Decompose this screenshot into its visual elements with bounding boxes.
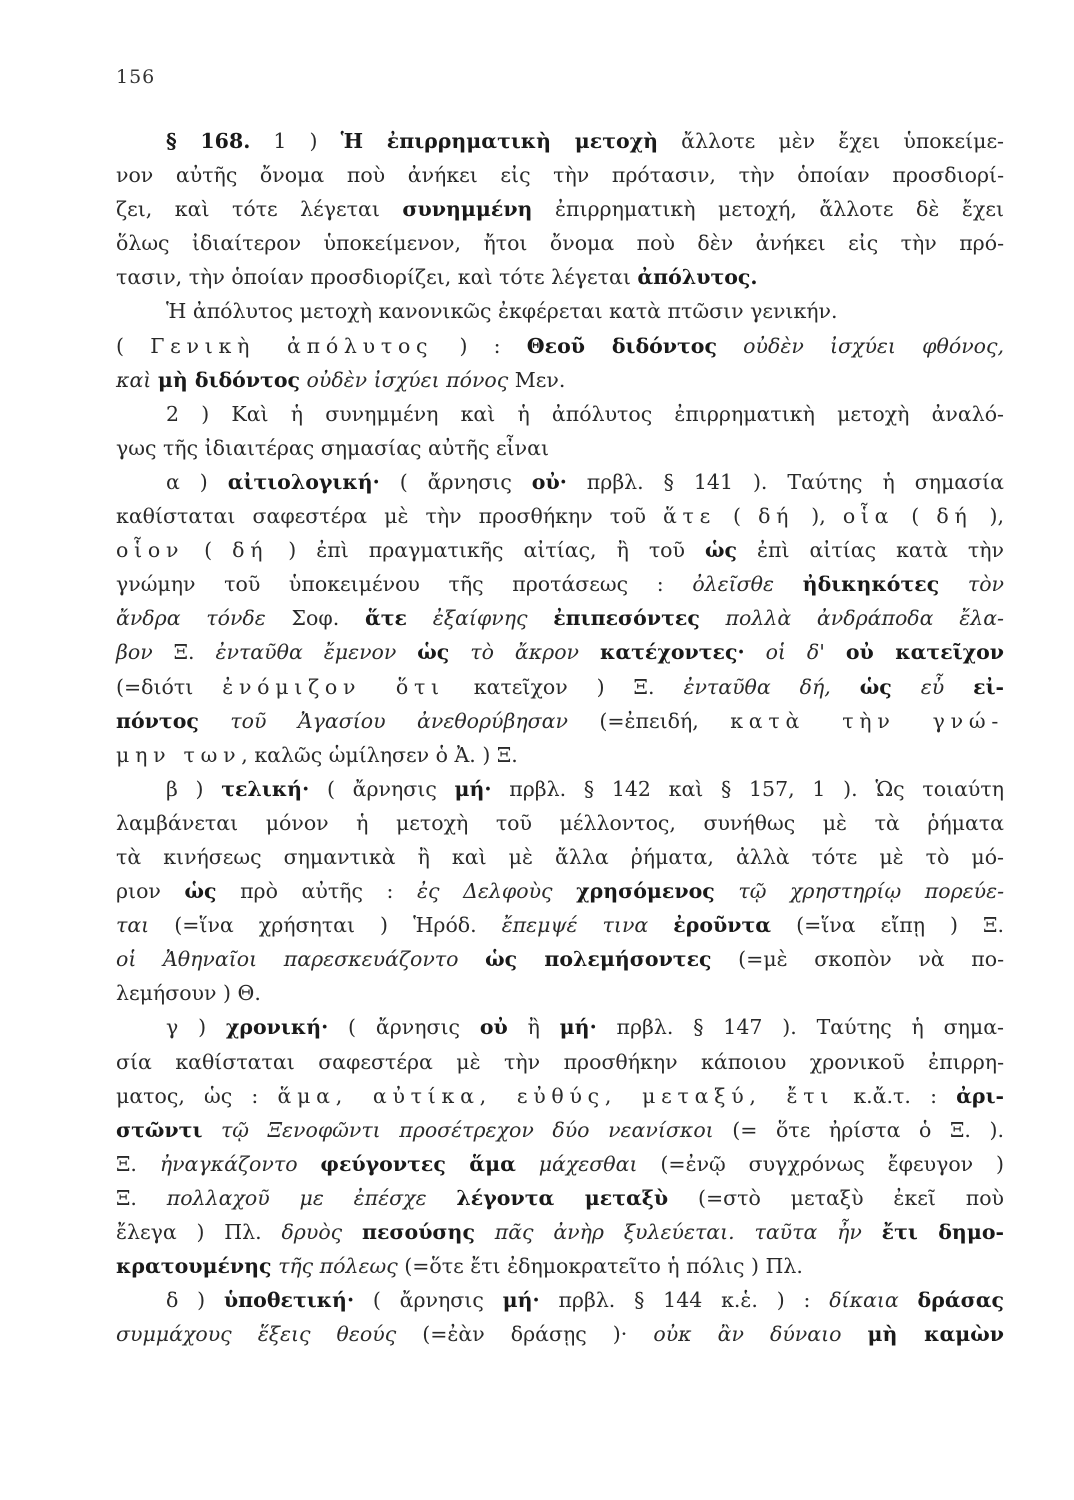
- text-segment: ὡς: [417, 640, 450, 665]
- text-segment: Μεν.: [508, 367, 566, 392]
- text-segment: πρβλ. § 142 καὶ § 157, 1 ). Ὡς τοιαύτη: [491, 776, 1004, 801]
- text-segment: ματος, ὡς :: [116, 1083, 278, 1108]
- text-segment: κρατουμένης: [116, 1254, 272, 1279]
- text-segment: πᾶς ἀνὴρ ξυλεύεται. ταῦτα ἦν: [474, 1220, 882, 1244]
- text-line: [116, 1045, 1004, 1079]
- text-line: [116, 1215, 1004, 1249]
- text-segment: ),: [794, 504, 843, 529]
- text-segment: ἐπὶ αἰτίας κατὰ τὴν: [737, 538, 1004, 563]
- text-segment: ἔπεμψέ τινα: [501, 913, 674, 938]
- text-segment: (=ἐπειδή,: [567, 708, 731, 733]
- text-line: [116, 226, 1004, 260]
- text-segment: νον αὐτῆς ὄνομα ποὺ ἀνήκει εἰς τὴν πρότασιν, τὴν ὁποίαν προσδιορί-: [116, 163, 1004, 188]
- text-segment: ( ἄρνησις: [354, 1288, 503, 1313]
- text-segment: λεμήσουν ) Θ.: [116, 981, 261, 1006]
- text-segment: κατὰ τὴν γνώ-: [730, 708, 1004, 733]
- page-number: 156: [116, 66, 156, 88]
- text-line: [116, 260, 1004, 294]
- text-segment: ται: [116, 913, 150, 938]
- text-line: [116, 1010, 1004, 1044]
- text-segment: ἐροῦντα: [673, 913, 772, 938]
- text-segment: τελική·: [221, 776, 310, 801]
- text-segment: λέγοντα μεταξὺ: [456, 1185, 669, 1210]
- text-segment: (=ἐὰν δράσῃς )·: [396, 1322, 654, 1347]
- text-line: [116, 601, 1004, 635]
- text-segment: (=διότι: [116, 674, 223, 699]
- text-line: [116, 670, 1004, 704]
- text-line: [116, 499, 1004, 533]
- text-segment: οὐ·: [531, 469, 567, 494]
- text-segment: εὖ: [891, 674, 974, 699]
- text-segment: σία καθίσταται σαφεστέρα μὲ τὴν προσθήκην κάποιου χρονικοῦ ἐπιρρη-: [116, 1049, 1004, 1074]
- text-segment: δ ): [166, 1288, 224, 1313]
- text-segment: οὐκ ἂν δύναιο: [653, 1322, 868, 1347]
- text-segment: ἀπόλυτος.: [637, 265, 758, 290]
- text-segment: κ.ἄ.τ. :: [834, 1083, 957, 1108]
- text-segment: ριον: [116, 879, 185, 904]
- text-segment: ὡς: [859, 674, 892, 699]
- text-segment: τῆς πόλεως: [271, 1254, 398, 1279]
- text-segment: καὶ: [116, 367, 158, 392]
- text-segment: ὑποθετική·: [223, 1288, 355, 1313]
- text-line: [116, 1147, 1004, 1181]
- text-segment: οἷα: [842, 504, 895, 529]
- text-segment: ἅμα, αὐτίκα, εὐθύς, μεταξύ, ἔτι: [277, 1083, 835, 1108]
- text-segment: οἷον: [116, 538, 185, 563]
- text-segment: πρβλ. § 144 κ.ἑ. ) :: [539, 1288, 830, 1313]
- text-segment: Θεοῦ διδόντος: [526, 333, 717, 358]
- text-line: [116, 158, 1004, 192]
- text-segment: γνώμην τοῦ ὑποκειμένου τῆς προτάσεως :: [116, 572, 693, 597]
- text-segment: ἐπιπεσόντες: [553, 606, 700, 631]
- text-segment: ἠδικηκότες: [802, 572, 940, 597]
- text-line: [116, 840, 1004, 874]
- text-line: [116, 431, 1004, 465]
- text-segment: § 168.: [166, 129, 251, 153]
- text-segment: α ): [166, 469, 228, 494]
- text-segment: δή: [758, 504, 795, 529]
- text-line: [116, 397, 1004, 431]
- text-segment: ἐς Δελφοὺς: [417, 879, 577, 904]
- text-line: [116, 465, 1004, 499]
- text-line: [116, 908, 1004, 942]
- text-segment: (=ἵνα χρήσηται ) Ἡρόδ.: [149, 913, 502, 938]
- text-line: [116, 976, 1004, 1010]
- text-line: [116, 1079, 1004, 1113]
- text-segment: ἠναγκάζοντο: [159, 1151, 321, 1176]
- text-segment: συμμάχους ἕξεις θεούς: [116, 1322, 397, 1347]
- text-segment: οὐ: [479, 1015, 508, 1040]
- text-segment: (=μὲ σκοπὸν νὰ πο-: [711, 947, 1004, 972]
- text-line: [116, 294, 1004, 328]
- text-segment: Ἡ ἐπιρρηματικὴ μετοχὴ: [340, 129, 659, 153]
- text-segment: ζει, καὶ τότε λέγεται: [116, 197, 403, 222]
- text-segment: ἅτε: [662, 504, 716, 529]
- text-line: [116, 1113, 1004, 1147]
- body-text: [116, 124, 1004, 1351]
- text-line: [116, 192, 1004, 226]
- text-line: [116, 635, 1004, 669]
- text-segment: μή·: [454, 776, 492, 801]
- text-segment: (=στὸ μεταξὺ ἐκεῖ ποὺ: [668, 1185, 1005, 1210]
- text-segment: τὰ κινήσεως σημαντικὰ ἢ καὶ μὲ ἄλλα ῥήματα, ἀλλὰ τότε μὲ τὸ μό-: [116, 844, 1004, 869]
- text-segment: (: [894, 504, 937, 529]
- text-line: [116, 806, 1004, 840]
- text-segment: μή·: [559, 1015, 597, 1040]
- text-segment: λαμβάνεται μόνον ἡ μετοχὴ τοῦ μέλλοντος, συνήθως μὲ τὰ ῥήματα: [116, 810, 1004, 835]
- text-segment: οὐδὲν ἰσχύει πόνος: [300, 367, 509, 392]
- text-segment: πρβλ. § 141 ). Ταύτης ἡ σημασία: [566, 469, 1005, 494]
- text-segment: ( ἄρνησις: [309, 776, 455, 801]
- text-segment: Ξ.: [116, 1185, 167, 1210]
- text-segment: ἔτι δημο-: [881, 1220, 1005, 1244]
- text-segment: 1 ): [250, 129, 341, 153]
- text-segment: Σοφ.: [265, 606, 365, 631]
- text-segment: φεύγοντες ἅμα: [320, 1151, 516, 1176]
- text-segment: μην των: [116, 742, 242, 767]
- text-segment: γως τῆς ἰδιαιτέρας σημασίας αὐτῆς εἶναι: [116, 435, 549, 460]
- text-line: [116, 1181, 1004, 1215]
- text-segment: στῶντι: [116, 1117, 203, 1142]
- text-segment: (=ὅτε ἔτι ἐδημοκρατεῖτο ἡ πόλις ) Πλ.: [397, 1254, 803, 1279]
- text-segment: ( ἄρνησις: [379, 469, 532, 494]
- text-segment: (= ὅτε ἠρίστα ὁ Ξ. ).: [713, 1117, 1004, 1142]
- text-segment: κατεῖχον ) Ξ.: [444, 674, 684, 699]
- text-segment: δή: [232, 538, 269, 563]
- text-segment: (=ἐνῷ συγχρόνως ἔφευγον ): [637, 1151, 1004, 1176]
- text-segment: τοῦ Ἀγασίου ἀνεθορύβησαν: [198, 708, 568, 733]
- text-segment: ὅλως ἰδιαίτερον ὑποκείμενον, ἤτοι ὄνομα ποὺ δὲν ἀνήκει εἰς τὴν πρό-: [116, 231, 1004, 256]
- text-segment: Ἡ ἀπόλυτος μετοχὴ κανονικῶς ἐκφέρεται κατὰ πτῶσιν γενικήν.: [166, 299, 838, 324]
- text-segment: γ ): [166, 1015, 226, 1040]
- text-segment: ἐνταῦθα δή,: [683, 674, 860, 699]
- text-segment: βον: [116, 640, 153, 665]
- text-segment: συνημμένη: [402, 197, 533, 222]
- text-segment: μάχεσθαι: [515, 1151, 638, 1176]
- text-segment: β ): [166, 776, 222, 801]
- text-line: [116, 738, 1004, 772]
- text-segment: (: [116, 333, 151, 358]
- text-line: [116, 1249, 1004, 1283]
- text-segment: ἢ: [507, 1015, 560, 1040]
- text-segment: (: [184, 538, 233, 563]
- text-line: [116, 329, 1004, 363]
- text-segment: πρβλ. § 147 ). Ταύτης ἡ σημα-: [596, 1015, 1004, 1040]
- text-segment: τῷ Ξενοφῶντι προσέτρεχον δύο νεανίσκοι: [202, 1117, 714, 1142]
- text-segment: ( ἄρνησις: [328, 1015, 480, 1040]
- text-segment: ἐπιρρηματικὴ μετοχή, ἄλλοτε δὲ ἔχει: [532, 197, 1004, 222]
- text-segment: μὴ διδόντος: [157, 367, 301, 392]
- text-segment: τὸ ἄκρον: [449, 640, 600, 665]
- text-segment: πολλὰ ἀνδράποδα ἔλα-: [699, 606, 1004, 631]
- text-line: [116, 124, 1004, 158]
- text-segment: , καλῶς ὡμίλησεν ὁ Ἀ. ) Ξ.: [241, 742, 518, 767]
- text-segment: ὡς: [184, 879, 217, 904]
- text-segment: ἅτε: [364, 606, 407, 631]
- text-segment: 2 ) Καὶ ἡ συνημμένη καὶ ἡ ἀπόλυτος ἐπιρρηματικὴ μετοχὴ ἀναλό-: [166, 401, 1004, 426]
- text-line: [116, 363, 1004, 397]
- text-segment: πόντος: [116, 708, 199, 733]
- text-segment: τασιν, τὴν ὁποίαν προσδιορίζει, καὶ τότε λέγεται: [116, 265, 638, 290]
- text-segment: δράσας: [917, 1288, 1004, 1313]
- text-segment: εἰ-: [973, 674, 1005, 699]
- text-line: [116, 704, 1004, 738]
- text-segment: οὐ κατεῖχον: [845, 640, 1004, 665]
- text-segment: πεσούσης: [361, 1220, 475, 1244]
- text-line: [116, 533, 1004, 567]
- text-segment: χρησόμενος: [576, 879, 715, 904]
- text-segment: (=ἵνα εἴπῃ ) Ξ.: [771, 913, 1004, 938]
- text-segment: Ξ.: [116, 1151, 160, 1176]
- text-segment: ὡς πολεμήσοντες: [485, 947, 712, 972]
- text-segment: μὴ καμὼν: [867, 1322, 1004, 1347]
- text-segment: Γενικὴ ἀπόλυτος: [150, 333, 434, 358]
- text-segment: ἄλλοτε μὲν ἔχει ὑποκείμε-: [658, 129, 1004, 153]
- text-line: [116, 567, 1004, 601]
- text-segment: ) :: [433, 333, 527, 358]
- text-segment: δρυὸς: [281, 1220, 362, 1244]
- text-segment: τῷ χρηστηρίῳ πορεύε-: [714, 879, 1005, 904]
- text-segment: ἐνταῦθα ἔμενον: [215, 640, 418, 665]
- text-segment: ),: [972, 504, 1005, 529]
- text-segment: ) ἐπὶ πραγματικῆς αἰτίας, ἢ τοῦ: [268, 538, 705, 563]
- text-segment: καθίσταται σαφεστέρα μὲ τὴν προσθήκην τοῦ: [116, 504, 663, 529]
- text-segment: οἱ Ἀθηναῖοι παρεσκευάζοντο: [116, 947, 486, 972]
- text-segment: κατέχοντες·: [599, 640, 745, 665]
- text-segment: ἔλεγα ) Πλ.: [116, 1220, 282, 1244]
- text-segment: μή·: [502, 1288, 540, 1313]
- text-segment: πρὸ αὐτῆς :: [216, 879, 418, 904]
- text-segment: ἐνόμιζον ὅτι: [222, 674, 445, 699]
- text-segment: ἐξαίφνης: [406, 606, 554, 631]
- text-line: [116, 942, 1004, 976]
- text-segment: χρονική·: [225, 1015, 329, 1040]
- text-segment: ἀρι-: [956, 1083, 1004, 1108]
- text-segment: οὐδὲν ἰσχύει φθόνος,: [716, 333, 1005, 358]
- text-line: [116, 772, 1004, 806]
- text-line: [116, 1283, 1004, 1317]
- text-segment: (: [716, 504, 759, 529]
- text-segment: ὀλεῖσθε: [692, 572, 803, 597]
- text-segment: Ξ.: [152, 640, 216, 665]
- text-segment: ἄνδρα τόνδε: [116, 606, 266, 631]
- text-segment: πολλαχοῦ με ἐπέσχε: [166, 1185, 457, 1210]
- text-segment: οἱ δ': [744, 640, 846, 665]
- text-segment: ὡς: [704, 538, 737, 563]
- text-segment: αἰτιολογική·: [227, 469, 380, 494]
- text-segment: τὸν: [939, 572, 1005, 597]
- text-segment: δίκαια: [829, 1288, 918, 1313]
- text-segment: δή: [936, 504, 973, 529]
- text-line: [116, 874, 1004, 908]
- text-line: [116, 1317, 1004, 1351]
